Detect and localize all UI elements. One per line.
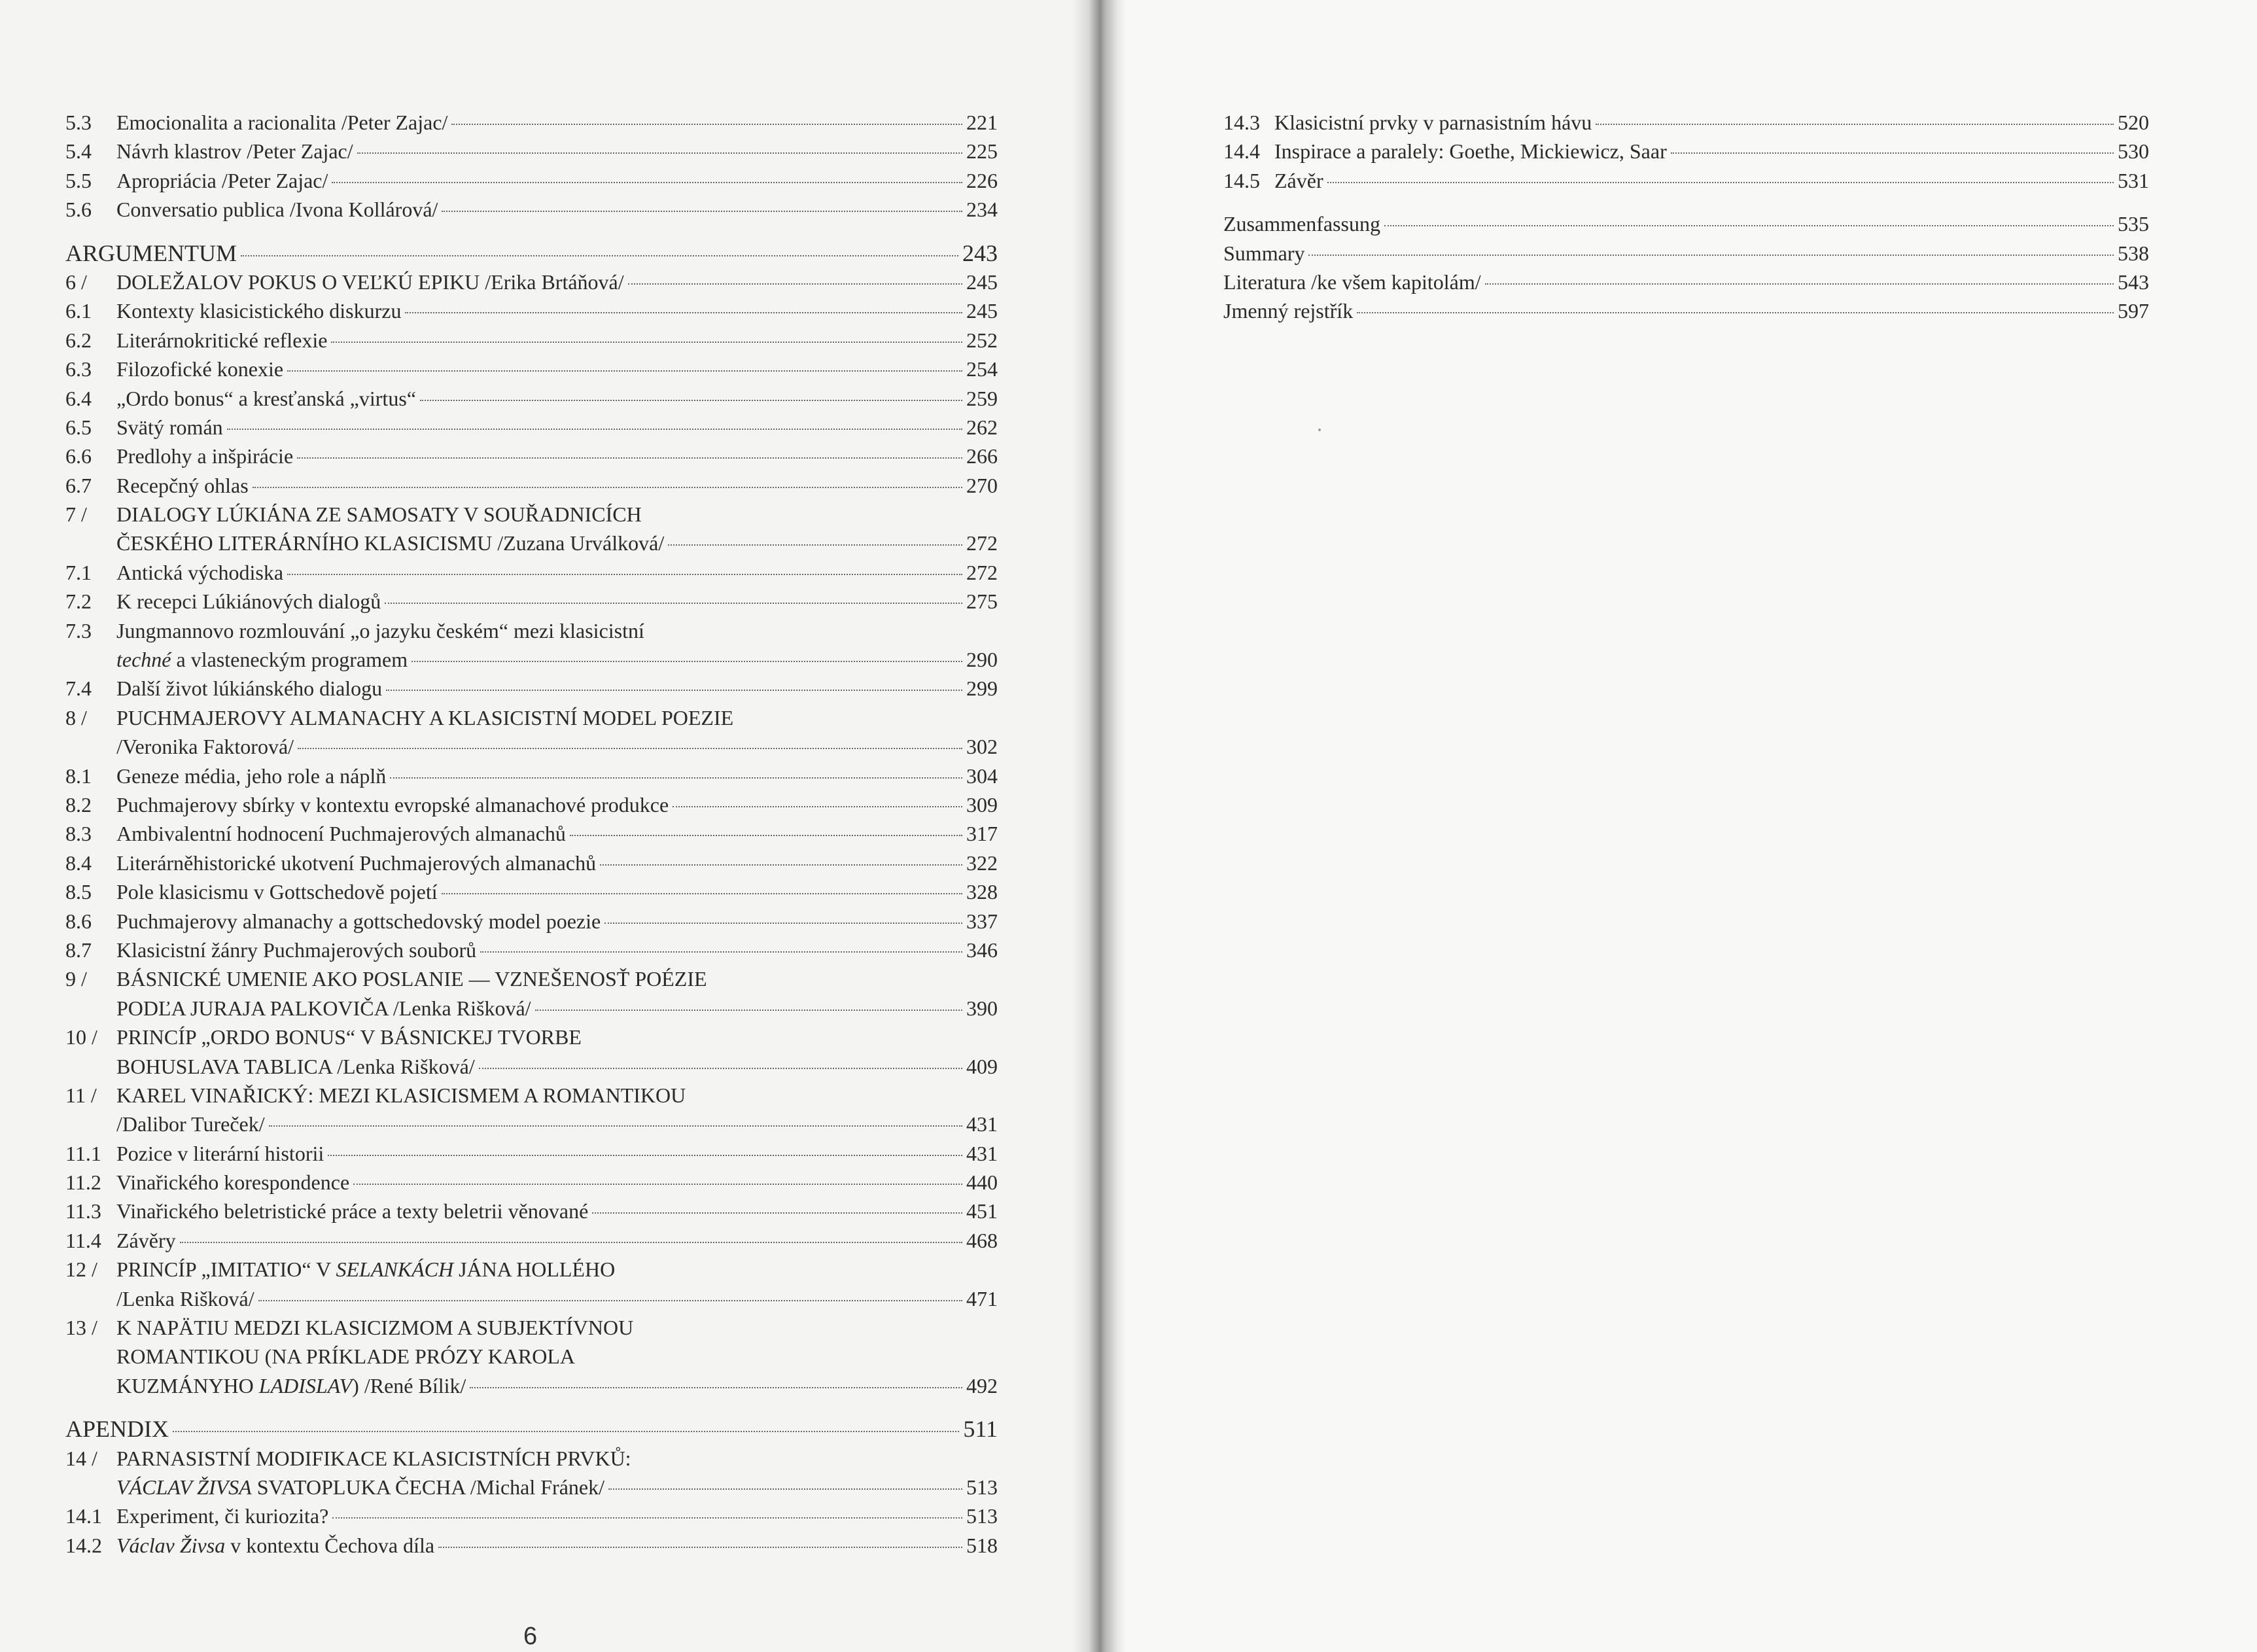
dot-leader bbox=[269, 1125, 962, 1127]
dot-leader bbox=[332, 182, 962, 183]
toc-entry-page: 322 bbox=[966, 851, 998, 875]
toc-entry bbox=[1223, 166, 2149, 195]
toc-entry bbox=[65, 1444, 998, 1473]
toc-entry-title: PRINCÍP „IMITATIO“ V SELANKÁCH JÁNA HOLLÉHO bbox=[116, 1257, 616, 1282]
toc-entry-page: 597 bbox=[2118, 299, 2149, 323]
toc-entry-title: Pozice v literární historii bbox=[116, 1141, 324, 1165]
toc-entry-title: Jungmannovo rozmlouvání „o jazyku českém“ mezi klasicistní bbox=[116, 618, 644, 642]
toc-entry-page: 390 bbox=[966, 996, 998, 1020]
toc-entry-number: 8.3 bbox=[65, 822, 92, 846]
dot-leader bbox=[608, 1488, 962, 1490]
dot-leader bbox=[604, 923, 962, 924]
toc-entry-page: 451 bbox=[966, 1199, 998, 1223]
toc-entry-number: 14.4 bbox=[1223, 139, 1260, 164]
toc-entry-page: 270 bbox=[966, 473, 998, 497]
toc-entry-title: „Ordo bonus“ a kresťanská „virtus“ bbox=[116, 386, 416, 410]
toc-entry-title: Summary bbox=[1223, 241, 1305, 265]
toc-entry bbox=[65, 239, 998, 268]
toc-entry-number: 6.4 bbox=[65, 386, 92, 410]
toc-entry bbox=[65, 442, 998, 470]
toc-entry-page: 245 bbox=[966, 270, 998, 294]
toc-entry-title: PUCHMAJEROVY ALMANACHY A KLASICISTNÍ MODEL POEZIE bbox=[116, 705, 734, 729]
toc-entry-title: Kontexty klasicistického diskurzu bbox=[116, 299, 402, 323]
toc-entry bbox=[65, 849, 998, 877]
dot-leader bbox=[600, 864, 962, 866]
toc-entry-title: K recepci Lúkiánových dialogů bbox=[116, 589, 381, 614]
toc-entry-page: 431 bbox=[966, 1141, 998, 1165]
toc-entry-number: 5.5 bbox=[65, 168, 92, 192]
toc-entry bbox=[1223, 239, 2149, 268]
toc-entry-title: K NAPÄTIU MEDZI KLASICIZMOM A SUBJEKTÍVNOU bbox=[116, 1316, 634, 1340]
toc-entry-title: BOHUSLAVA TABLICA /Lenka Rišková/ bbox=[116, 1054, 475, 1078]
toc-entry bbox=[65, 1197, 998, 1225]
toc-entry bbox=[65, 1081, 998, 1110]
toc-entry bbox=[65, 936, 998, 964]
toc-entry-title: KAREL VINAŘICKÝ: MEZI KLASICISMEM A ROMANTIKOU bbox=[116, 1083, 686, 1107]
toc-entry-title: /Lenka Rišková/ bbox=[116, 1286, 254, 1310]
toc-entry-title: Geneze média, jeho role a náplň bbox=[116, 764, 387, 788]
toc-entry-number: 12 / bbox=[65, 1257, 97, 1282]
toc-entry bbox=[65, 645, 998, 674]
toc-entry-number: 7.3 bbox=[65, 618, 92, 642]
toc-entry-number: 8.2 bbox=[65, 792, 92, 817]
toc-entry bbox=[65, 819, 998, 848]
toc-entry-number: 7.2 bbox=[65, 589, 92, 614]
dot-leader bbox=[357, 152, 962, 154]
toc-entry-number: 11.1 bbox=[65, 1141, 101, 1165]
toc-entry-title: Experiment, či kuriozita? bbox=[116, 1504, 329, 1528]
toc-entry bbox=[65, 964, 998, 993]
toc-entry-number: 6.6 bbox=[65, 444, 92, 468]
dot-leader bbox=[479, 1068, 962, 1069]
toc-entry bbox=[65, 296, 998, 325]
toc-entry-title: Další život lúkiánského dialogu bbox=[116, 677, 383, 701]
toc-entry-page: 225 bbox=[966, 139, 998, 164]
dot-leader bbox=[332, 1517, 962, 1519]
toc-entry-title: PODĽA JURAJA PALKOVIČA /Lenka Rišková/ bbox=[116, 996, 531, 1020]
toc-entry-number: 14.5 bbox=[1223, 168, 1260, 192]
toc-entry-title: Jmenný rejstřík bbox=[1223, 299, 1354, 323]
toc-spacer bbox=[1223, 195, 2149, 209]
toc-entry bbox=[65, 413, 998, 442]
toc-entry bbox=[1223, 296, 2149, 325]
dot-leader bbox=[385, 603, 962, 604]
toc-spacer bbox=[65, 224, 998, 239]
dot-leader bbox=[442, 211, 962, 212]
toc-entry-page: 309 bbox=[966, 792, 998, 817]
paper-speck bbox=[1318, 429, 1321, 431]
toc-entry-title: DIALOGY LÚKIÁNA ZE SAMOSATY V SOUŘADNICÍCH bbox=[116, 502, 642, 527]
toc-entry-title: /Dalibor Tureček/ bbox=[116, 1112, 265, 1136]
toc-entry-page: 492 bbox=[966, 1373, 998, 1397]
dot-leader bbox=[227, 429, 962, 430]
toc-entry bbox=[1223, 137, 2149, 166]
dot-leader bbox=[628, 283, 962, 285]
toc-entry bbox=[65, 471, 998, 500]
toc-entry bbox=[65, 1371, 998, 1400]
toc-entry-title: Filozofické konexie bbox=[116, 357, 284, 381]
toc-entry-title: APENDIX bbox=[65, 1416, 169, 1443]
toc-entry-number: 6.7 bbox=[65, 473, 92, 497]
toc-entry bbox=[65, 268, 998, 296]
dot-leader bbox=[390, 777, 962, 779]
toc-entry bbox=[65, 587, 998, 616]
toc-entry-title: PRINCÍP „ORDO BONUS“ V BÁSNICKEJ TVORBE bbox=[116, 1025, 582, 1049]
dot-leader bbox=[1596, 124, 2114, 125]
toc-entry bbox=[65, 137, 998, 166]
toc-entry-page: 299 bbox=[966, 677, 998, 701]
toc-entry-number: 9 / bbox=[65, 967, 87, 991]
toc-entry-number: 11.4 bbox=[65, 1228, 101, 1252]
toc-entry-page: 259 bbox=[966, 386, 998, 410]
toc-entry-number: 14 / bbox=[65, 1446, 97, 1470]
toc-entry-page: 513 bbox=[966, 1475, 998, 1499]
toc-entry-page: 530 bbox=[2118, 139, 2149, 164]
toc-entry-page: 221 bbox=[966, 111, 998, 134]
toc-entry-page: 543 bbox=[2118, 270, 2149, 294]
dot-leader bbox=[570, 835, 962, 836]
toc-entry bbox=[65, 907, 998, 936]
toc-entry-title: Pole klasicismu v Gottschedově pojetí bbox=[116, 880, 438, 904]
toc-entry-title: Puchmajerovy sbírky v kontextu evropské almanachové produkce bbox=[116, 792, 669, 817]
toc-entry-page: 317 bbox=[966, 822, 998, 846]
toc-entry-title: Klasicistní prvky v parnasistním hávu bbox=[1274, 111, 1592, 134]
toc-entry bbox=[65, 1313, 998, 1342]
toc-entry-number: 13 / bbox=[65, 1316, 97, 1340]
toc-entry bbox=[65, 1052, 998, 1081]
toc-entry-page: 275 bbox=[966, 589, 998, 614]
toc-entry-page: 243 bbox=[962, 239, 998, 266]
toc-entry-page: 518 bbox=[966, 1533, 998, 1557]
toc-entry-page: 272 bbox=[966, 531, 998, 555]
toc-entry bbox=[65, 558, 998, 587]
toc-entry-number: 5.6 bbox=[65, 198, 92, 222]
toc-entry-title: DOLEŽALOV POKUS O VEĽKÚ EPIKU /Erika Brtáňová/ bbox=[116, 270, 624, 294]
toc-entry-number: 14.3 bbox=[1223, 111, 1260, 134]
dot-leader bbox=[1671, 152, 2114, 154]
toc-entry-page: 254 bbox=[966, 357, 998, 381]
toc-entry-page: 266 bbox=[966, 444, 998, 468]
dot-leader bbox=[451, 124, 962, 125]
toc-entry-title: PARNASISTNÍ MODIFIKACE KLASICISTNÍCH PRVKŮ: bbox=[116, 1446, 631, 1470]
toc-spacer bbox=[65, 1400, 998, 1415]
dot-leader bbox=[442, 893, 962, 894]
toc-entry-page: 346 bbox=[966, 938, 998, 962]
toc-entry-number: 8.7 bbox=[65, 938, 92, 962]
toc-entry bbox=[65, 1255, 998, 1284]
toc-entry-title: Svätý román bbox=[116, 415, 223, 439]
toc-entry-title: techné a vlasteneckým programem bbox=[116, 648, 408, 672]
dot-leader bbox=[180, 1242, 962, 1243]
toc-entry-title: Literárněhistorické ukotvení Puchmajerových almanachů bbox=[116, 851, 597, 875]
toc-entry bbox=[65, 500, 998, 529]
toc-entry-page: 290 bbox=[966, 648, 998, 672]
toc-entry-number: 6.1 bbox=[65, 299, 92, 323]
dot-leader bbox=[258, 1300, 962, 1301]
toc-entry-number: 6.2 bbox=[65, 328, 92, 352]
toc-entry-number: 14.1 bbox=[65, 1504, 102, 1528]
toc-entry-number: 8.4 bbox=[65, 851, 92, 875]
toc-entry-title: KUZMÁNYHO LADISLAV) /René Bílik/ bbox=[116, 1373, 466, 1397]
toc-entry bbox=[65, 994, 998, 1023]
toc-entry-title: VÁCLAV ŽIVSA SVATOPLUKA ČECHA /Michal Fránek/ bbox=[116, 1475, 604, 1499]
toc-entry-number: 11.2 bbox=[65, 1170, 101, 1195]
toc-entry-title: Vinařického korespondence bbox=[116, 1170, 350, 1195]
toc-entry bbox=[65, 1110, 998, 1138]
toc-entry-page: 337 bbox=[966, 909, 998, 933]
toc-entry-title: Antická východiska bbox=[116, 560, 284, 584]
dot-leader bbox=[668, 544, 962, 546]
toc-entry bbox=[65, 1284, 998, 1313]
toc-entry-number: 7 / bbox=[65, 502, 87, 527]
toc-entry-number: 8.6 bbox=[65, 909, 92, 933]
toc-entry bbox=[1223, 108, 2149, 137]
toc-entry bbox=[65, 108, 998, 137]
toc-entry-title: Klasicistní žánry Puchmajerových souborů bbox=[116, 938, 477, 962]
toc-left bbox=[65, 108, 998, 1560]
dot-leader bbox=[1308, 255, 2114, 256]
toc-entry bbox=[65, 1139, 998, 1168]
page-number: 6 bbox=[523, 1623, 538, 1650]
dot-leader bbox=[480, 951, 962, 953]
toc-entry bbox=[65, 1415, 998, 1443]
book-spine bbox=[1073, 0, 1125, 1652]
toc-entry-title: ARGUMENTUM bbox=[65, 239, 237, 266]
toc-entry-page: 468 bbox=[966, 1228, 998, 1252]
dot-leader bbox=[353, 1184, 962, 1185]
toc-entry-page: 252 bbox=[966, 328, 998, 352]
toc-entry-number: 5.4 bbox=[65, 139, 92, 164]
toc-entry-title: Literatura /ke všem kapitolám/ bbox=[1223, 270, 1481, 294]
toc-entry-page: 513 bbox=[966, 1504, 998, 1528]
toc-entry-title: Inspirace a paralely: Goethe, Mickiewicz, Saar bbox=[1274, 139, 1667, 164]
toc-entry-number: 6.5 bbox=[65, 415, 92, 439]
dot-leader bbox=[535, 1010, 962, 1011]
toc-entry bbox=[65, 166, 998, 195]
toc-entry-number: 11.3 bbox=[65, 1199, 101, 1223]
toc-entry-title: Vinařického beletristické práce a texty beletrii věnované bbox=[116, 1199, 589, 1223]
toc-entry-title: ČESKÉHO LITERÁRNÍHO KLASICISMU /Zuzana Urválková/ bbox=[116, 531, 665, 555]
toc-entry-title: Apropriácia /Peter Zajac/ bbox=[116, 168, 328, 192]
dot-leader bbox=[405, 312, 962, 313]
dot-leader bbox=[673, 806, 962, 807]
toc-entry-title: Závěr bbox=[1274, 168, 1323, 192]
toc-entry-number: 11 / bbox=[65, 1083, 97, 1107]
toc-right bbox=[1223, 108, 2149, 326]
toc-entry-title: Literárnokritické reflexie bbox=[116, 328, 328, 352]
toc-entry bbox=[65, 877, 998, 906]
toc-entry-page: 409 bbox=[966, 1054, 998, 1078]
toc-entry-page: 531 bbox=[2118, 168, 2149, 192]
dot-leader bbox=[298, 748, 962, 749]
toc-entry-title: Závěry bbox=[116, 1228, 176, 1252]
toc-entry-title: Zusammenfassung bbox=[1223, 212, 1380, 236]
toc-entry-page: 440 bbox=[966, 1170, 998, 1195]
toc-entry-page: 538 bbox=[2118, 241, 2149, 265]
toc-entry-page: 511 bbox=[963, 1416, 998, 1443]
toc-entry bbox=[65, 1502, 998, 1530]
toc-entry-page: 234 bbox=[966, 198, 998, 222]
toc-entry bbox=[65, 384, 998, 413]
toc-entry bbox=[65, 1023, 998, 1051]
toc-entry bbox=[65, 762, 998, 790]
toc-entry bbox=[65, 703, 998, 732]
dot-leader bbox=[1327, 182, 2114, 183]
dot-leader bbox=[1485, 283, 2114, 285]
toc-entry bbox=[65, 790, 998, 819]
toc-entry-title: Ambivalentní hodnocení Puchmajerových almanachů bbox=[116, 822, 566, 846]
dot-leader bbox=[328, 1155, 962, 1156]
toc-entry-page: 535 bbox=[2118, 212, 2149, 236]
toc-entry bbox=[1223, 209, 2149, 238]
toc-entry-number: 5.3 bbox=[65, 111, 92, 134]
toc-entry-number: 10 / bbox=[65, 1025, 97, 1049]
toc-entry-number: 8 / bbox=[65, 705, 87, 729]
toc-entry bbox=[65, 326, 998, 355]
toc-entry-number: 6.3 bbox=[65, 357, 92, 381]
dot-leader bbox=[173, 1431, 959, 1432]
toc-entry-page: 262 bbox=[966, 415, 998, 439]
toc-entry bbox=[65, 732, 998, 761]
toc-entry bbox=[65, 674, 998, 703]
toc-entry bbox=[65, 355, 998, 383]
toc-entry-number: 6 / bbox=[65, 270, 87, 294]
dot-leader bbox=[470, 1387, 962, 1388]
dot-leader bbox=[297, 457, 962, 459]
toc-entry-title: /Veronika Faktorová/ bbox=[116, 735, 294, 759]
toc-entry-page: 471 bbox=[966, 1286, 998, 1310]
dot-leader bbox=[287, 574, 962, 575]
toc-entry-title: Recepčný ohlas bbox=[116, 473, 249, 497]
toc-entry-title: Emocionalita a racionalita /Peter Zajac/ bbox=[116, 111, 448, 134]
toc-entry-number: 14.2 bbox=[65, 1533, 102, 1557]
toc-entry-title: Václav Živsa v kontextu Čechova díla bbox=[116, 1533, 435, 1557]
dot-leader bbox=[592, 1212, 962, 1214]
toc-entry-number: 7.4 bbox=[65, 677, 92, 701]
toc-entry-page: 431 bbox=[966, 1112, 998, 1136]
dot-leader bbox=[331, 342, 962, 343]
toc-entry bbox=[65, 1168, 998, 1197]
dot-leader bbox=[438, 1547, 962, 1548]
toc-entry bbox=[65, 529, 998, 557]
toc-entry-title: Návrh klastrov /Peter Zajac/ bbox=[116, 139, 353, 164]
toc-entry-number: 8.1 bbox=[65, 764, 92, 788]
toc-entry-title: Predlohy a inšpirácie bbox=[116, 444, 294, 468]
dot-leader bbox=[1357, 312, 2114, 313]
dot-leader bbox=[386, 690, 962, 691]
toc-entry-title: ROMANTIKOU (NA PRÍKLADE PRÓZY KAROLA bbox=[116, 1344, 576, 1369]
toc-entry-page: 520 bbox=[2118, 111, 2149, 134]
toc-entry-title: BÁSNICKÉ UMENIE AKO POSLANIE — VZNEŠENOSŤ POÉZIE bbox=[116, 967, 707, 991]
toc-entry-page: 328 bbox=[966, 880, 998, 904]
dot-leader bbox=[241, 255, 958, 256]
toc-entry-title: Conversatio publica /Ivona Kollárová/ bbox=[116, 198, 438, 222]
dot-leader bbox=[287, 370, 962, 372]
toc-entry-page: 245 bbox=[966, 299, 998, 323]
toc-entry bbox=[65, 616, 998, 645]
toc-entry bbox=[65, 1473, 998, 1502]
toc-entry bbox=[65, 1342, 998, 1371]
toc-entry bbox=[1223, 268, 2149, 296]
toc-entry-page: 304 bbox=[966, 764, 998, 788]
dot-leader bbox=[411, 661, 962, 662]
toc-entry-page: 302 bbox=[966, 735, 998, 759]
dot-leader bbox=[420, 400, 962, 401]
toc-entry bbox=[65, 1531, 998, 1560]
toc-entry-page: 226 bbox=[966, 168, 998, 192]
dot-leader bbox=[1384, 225, 2114, 226]
toc-entry bbox=[65, 195, 998, 224]
toc-entry-page: 272 bbox=[966, 560, 998, 584]
toc-entry-number: 7.1 bbox=[65, 560, 92, 584]
toc-entry-number: 8.5 bbox=[65, 880, 92, 904]
dot-leader bbox=[253, 487, 962, 488]
toc-entry-title: Puchmajerovy almanachy a gottschedovský model poezie bbox=[116, 909, 601, 933]
toc-entry bbox=[65, 1226, 998, 1255]
